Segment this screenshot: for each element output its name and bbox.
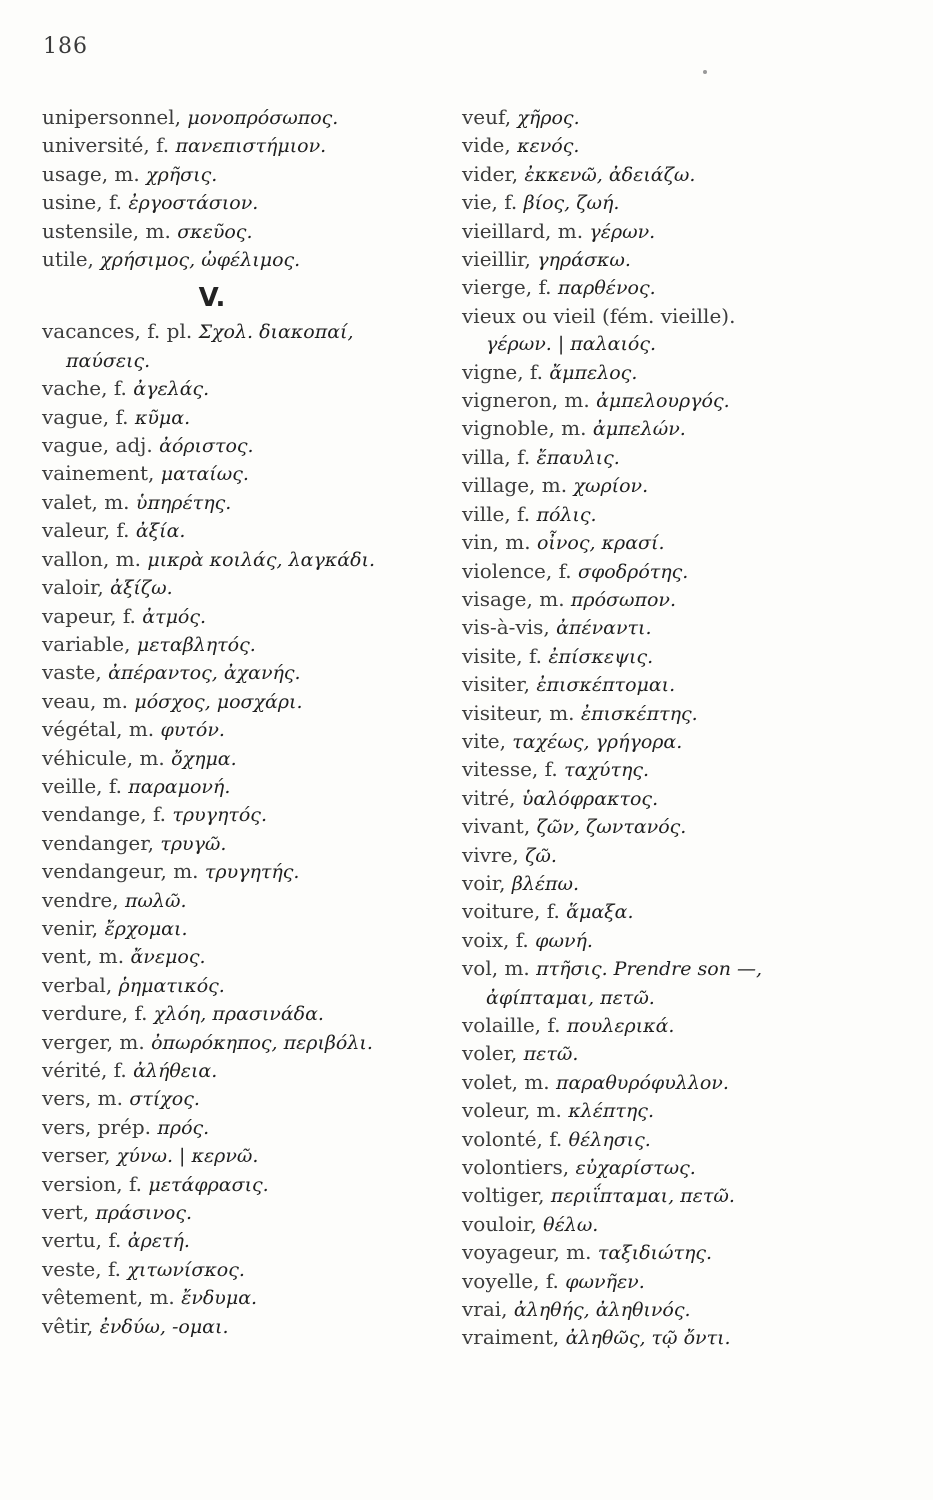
greek-translation: ἐπισκέπτης. [580,702,698,725]
greek-translation: παραθυρόφυλλον. [556,1071,729,1094]
headword: volonté, f. [462,1126,563,1151]
headword: village, m. [462,473,568,498]
greek-translation: εὐχαρίστως. [575,1157,696,1180]
dictionary-entry [42,915,437,943]
dictionary-entry [42,432,437,460]
greek-translation: ἀόριστος. [159,435,254,458]
greek-translation: φυτόν. [160,719,225,742]
dictionary-entry [462,1239,882,1267]
greek-translation: παραμονή. [128,775,231,798]
headword: vitré, [462,785,516,810]
greek-translation: ταχέως, γρήγορα. [512,730,683,753]
greek-translation: μετάφρασις. [148,1173,269,1196]
headword: vêtir, [42,1313,94,1338]
dictionary-entry [42,659,437,687]
headword: vivant, [462,814,531,839]
greek-translation: μονοπρόσωπος. [187,107,339,129]
dictionary-entry [42,972,437,1000]
greek-translation: ἄμπελος. [549,361,638,384]
headword: villa, f. [462,444,531,469]
greek-translation: θέλησις. [568,1128,651,1151]
greek-translation: κῦμα. [134,406,191,429]
dictionary-entry [462,529,882,557]
dictionary-entry [462,387,882,415]
headword: ustensile, m. [42,218,171,243]
greek-translation: γέρων. | παλαιός. [486,333,657,356]
greek-translation: πρόσωπον. [570,588,676,611]
greek-translation: βίος, ζωή. [523,192,620,215]
dictionary-entry [462,586,882,614]
greek-translation: τρυγητός. [172,804,267,827]
dictionary-entry [462,756,882,784]
dictionary-entry [42,688,437,716]
headword: vider, [462,161,519,186]
greek-translation: ὑαλόφρακτος. [521,787,659,810]
headword: voir, [462,870,506,895]
left-column [42,104,437,1341]
headword: végétal, m. [42,717,155,742]
headword: veste, f. [42,1256,122,1281]
headword: vignoble, m. [462,416,587,441]
greek-translation: πτῆσις. Prendre son —, [536,958,763,981]
headword: verdure, f. [42,1001,148,1026]
headword: voyageur, m. [462,1240,592,1265]
headword: vague, f. [42,404,129,429]
greek-translation: πανεπιστήμιον. [175,135,327,158]
dictionary-entry [42,830,437,858]
dictionary-entry-continuation [42,347,437,375]
greek-translation: οἶνος, κρασί. [536,532,665,555]
headword: usine, f. [42,190,123,215]
greek-translation: φωνῆεν. [565,1270,645,1293]
headword: usage, m. [42,161,140,186]
dictionary-entry [42,716,437,744]
headword: vide, [462,133,511,158]
headword: visiteur, m. [462,700,575,725]
dictionary-entry [462,785,882,813]
headword: verbal, [42,972,113,997]
dictionary-entry [42,161,437,189]
greek-translation: ἀληθῶς, τῷ ὄντι. [565,1327,731,1350]
headword: vers, prép. [42,1114,152,1139]
dictionary-entry [42,1057,437,1085]
dictionary-entry [42,246,437,274]
dictionary-entry [462,1069,882,1097]
greek-translation: μεταβλητός. [136,633,256,656]
headword: vigne, f. [462,359,543,384]
dictionary-entry [462,1268,882,1296]
dictionary-entry [462,813,882,841]
greek-translation: ἀξίζω. [110,577,173,600]
dictionary-entry [462,274,882,302]
dictionary-entry [42,1313,437,1341]
headword: voix, f. [462,927,529,952]
headword: vapeur, f. [42,603,136,628]
headword: valoir, [42,575,104,600]
headword: volet, m. [462,1069,550,1094]
greek-translation: σκεῦος. [177,220,253,243]
dictionary-entry [42,1029,437,1057]
headword: vin, m. [462,530,531,555]
dictionary-entry [462,1211,882,1239]
greek-translation: ἔρχομαι. [104,917,188,940]
dictionary-entry [42,801,437,829]
greek-translation: τρυγῶ. [160,832,227,855]
greek-translation: χύνω. | κερνῶ. [116,1145,259,1168]
dictionary-entry [462,189,882,217]
dictionary-entry [462,842,882,870]
dictionary-entry [42,1199,437,1227]
dictionary-entry [42,318,437,346]
dictionary-entry [462,415,882,443]
dictionary-entry [42,546,437,574]
headword: vent, m. [42,944,125,969]
headword: vouloir, [462,1211,537,1236]
greek-translation: ἅμαξα. [566,901,634,924]
headword: vaste, [42,660,102,685]
headword: vendange, f. [42,802,167,827]
greek-translation: ἀτμός. [142,605,207,628]
greek-translation: ἐργοστάσιον. [128,192,259,215]
headword: venir, [42,915,99,940]
greek-translation: βλέπω. [511,872,580,895]
headword: version, f. [42,1171,143,1196]
greek-translation: χῆρος. [517,107,580,129]
dictionary-entry [462,501,882,529]
dictionary-entry-continuation [462,330,882,358]
greek-translation: ἀληθής, ἀληθινός. [513,1299,691,1322]
dictionary-entry [462,671,882,699]
greek-translation: ἐκκενῶ, ἀδειάζω. [524,163,696,186]
dictionary-entry [42,1256,437,1284]
greek-translation: πετῶ. [523,1043,579,1066]
headword: verser, [42,1143,111,1168]
greek-translation: μικρὰ κοιλάς, λαγκάδι. [147,548,376,571]
greek-translation: γέρων. [589,220,656,243]
headword: veau, m. [42,688,128,713]
headword: vague, adj. [42,433,153,458]
greek-translation: παρθένος. [557,277,656,300]
dictionary-entry [462,303,882,330]
greek-translation: ἀλήθεια. [133,1060,218,1082]
greek-translation: περιΐπταμαι, πετῶ. [550,1185,735,1208]
greek-translation: ζῶ. [525,844,557,867]
greek-translation: χρήσιμος, ὠφέλιμος. [100,249,301,272]
headword: vendre, [42,887,119,912]
headword: vache, f. [42,376,127,401]
dictionary-entry [42,631,437,659]
greek-translation: ματαίως. [160,463,249,486]
greek-translation: στίχος. [129,1088,200,1111]
headword: vendangeur, m. [42,859,199,884]
page-number: 186 [43,34,88,59]
entries-before-section [42,104,437,274]
greek-translation: ἀξία. [135,520,186,543]
headword: voyelle, f. [462,1268,559,1293]
dictionary-entry [462,643,882,671]
dictionary-entry [462,359,882,387]
dictionary-entry [42,132,437,160]
headword: voleur, m. [462,1098,562,1123]
headword: voler, [462,1041,518,1066]
greek-translation: ἀφίπταμαι, πετῶ. [486,986,655,1009]
dictionary-entry [42,517,437,545]
headword: violence, f. [462,558,572,583]
dictionary-entry [42,375,437,403]
headword: vraiment, [462,1325,560,1350]
dictionary-entry [462,1097,882,1125]
headword: vert, [42,1200,90,1225]
headword: vallon, m. [42,546,141,571]
headword: volontiers, [462,1155,570,1180]
dictionary-entry [462,1012,882,1040]
dictionary-entry [42,489,437,517]
dictionary-entry [462,558,882,586]
greek-translation: ἔπαυλις. [536,446,620,469]
dictionary-entry [462,1182,882,1210]
headword: voltiger, [462,1183,545,1208]
greek-translation: ζῶν, ζωντανός. [536,816,687,839]
greek-translation: ταχύτης. [564,759,650,782]
headword: voiture, f. [462,899,560,924]
dictionary-entry [462,870,882,898]
greek-translation: ἀγελάς. [133,378,210,401]
dictionary-entry [462,898,882,926]
section-letter: V. [198,283,226,314]
headword: vigneron, m. [462,388,590,413]
dictionary-entry [42,773,437,801]
entries-after-section [42,318,437,1341]
greek-translation: ὀπωρόκηπος, περιβόλι. [151,1031,373,1054]
dictionary-entry [462,132,882,160]
dictionary-entry [462,1040,882,1068]
dictionary-entry [462,1126,882,1154]
dictionary-entry [462,1296,882,1324]
greek-translation: πόλις. [536,503,597,526]
greek-translation: ἀρετή. [127,1230,190,1253]
greek-translation: Σχολ. διακοπαί, [198,321,354,344]
greek-translation: πωλῶ. [124,889,187,912]
dictionary-entry-continuation [462,984,882,1012]
dictionary-entry [462,472,882,500]
greek-translation: χρῆσις. [146,163,218,186]
greek-translation: ἔνδυμα. [181,1287,258,1310]
greek-translation: ὄχημα. [171,747,237,770]
headword: université, f. [42,133,170,158]
headword: visite, f. [462,643,542,668]
headword: vivre, [462,842,519,867]
greek-translation: ὑπηρέτης. [135,491,232,514]
headword: vierge, f. [462,275,552,300]
greek-translation: ῥηματικός. [118,974,225,997]
greek-translation: ἀμπελουργός. [596,390,730,413]
dictionary-entry [462,1324,882,1352]
greek-translation: παύσεις. [66,349,151,372]
dictionary-entry [42,1000,437,1028]
dictionary-entry [462,700,882,728]
dictionary-entry [42,858,437,886]
greek-translation: ἐπισκέπτομαι. [536,674,676,697]
headword: visiter, [462,672,530,697]
dictionary-entry [462,927,882,955]
greek-translation: ἀπέναντι. [556,617,652,640]
dictionary-entry [42,887,437,915]
greek-translation: ἐπίσκεψις. [548,645,654,668]
headword: veille, f. [42,773,122,798]
greek-translation: τρυγητής. [204,861,300,884]
headword: valeur, f. [42,518,130,543]
right-entries [462,104,882,1353]
dictionary-entry [42,1142,437,1170]
headword: vers, m. [42,1086,123,1111]
dictionary-entry [462,1154,882,1182]
dictionary-entry [462,614,882,642]
dictionary-entry [462,444,882,472]
print-speck [703,70,707,74]
dictionary-entry [462,104,882,132]
headword: vol, m. [462,956,530,981]
right-column [462,104,882,1353]
greek-translation: χλόη, πρασινάδα. [153,1003,324,1026]
headword: volaille, f. [462,1013,561,1037]
headword: vis-à-vis, [462,615,550,640]
headword: vie, f. [462,190,518,215]
greek-translation: φωνή. [535,929,593,952]
headword: variable, [42,631,131,656]
greek-translation: ἀμπελών. [592,418,686,441]
greek-translation: χωρίον. [573,475,649,498]
headword: vêtement, m. [42,1285,175,1310]
greek-translation: σφοδρότης. [578,560,689,583]
greek-translation: ταξιδιώτης. [597,1242,713,1265]
greek-translation: κενός. [517,135,580,158]
headword: vacances, f. pl. [42,319,193,344]
dictionary-entry [462,728,882,756]
dictionary-entry [462,955,882,983]
greek-translation: γηράσκω. [537,249,631,272]
greek-translation: μόσχος, μοσχάρι. [134,690,303,713]
dictionary-entry [42,1171,437,1199]
greek-translation: ἐνδύω, -ομαι. [99,1315,229,1338]
dictionary-entry [42,1085,437,1113]
headword: veuf, [462,105,512,129]
headword: véhicule, m. [42,745,165,770]
dictionary-entry [42,943,437,971]
headword: vérité, f. [42,1058,127,1082]
dictionary-entry [462,161,882,189]
headword: vendanger, [42,830,154,855]
dictionary-entry [462,246,882,274]
headword: vainement, [42,461,155,486]
headword: vitesse, f. [462,757,558,782]
headword: vieux ou vieil (fém. vieille). [462,303,736,328]
headword: vieillir, [462,247,531,272]
dictionary-entry [42,574,437,602]
dictionary-entry [42,218,437,246]
headword: utile, [42,247,94,272]
dictionary-entry [42,1284,437,1312]
greek-translation: πρός. [157,1116,210,1139]
greek-translation: θέλω. [543,1213,599,1236]
headword: visage, m. [462,586,565,611]
dictionary-entry [42,189,437,217]
headword: vertu, f. [42,1228,122,1253]
dictionary-entry [42,603,437,631]
headword: verger, m. [42,1029,145,1054]
greek-translation: χιτωνίσκος. [127,1258,245,1281]
headword: vieillard, m. [462,218,584,243]
greek-translation: ἀπέραντος, ἀχανής. [108,662,301,685]
headword: vite, [462,728,506,753]
dictionary-entry [462,218,882,246]
dictionary-entry [42,1114,437,1142]
dictionary-entry [42,104,437,132]
headword: vrai, [462,1297,508,1322]
dictionary-entry [42,404,437,432]
headword: ville, f. [462,501,531,526]
headword: unipersonnel, [42,105,182,129]
greek-translation: πράσινος. [95,1202,193,1225]
greek-translation: πουλερικά. [566,1015,675,1037]
dictionary-entry [42,745,437,773]
greek-translation: κλέπτης. [568,1100,654,1123]
dictionary-entry [42,460,437,488]
dictionary-entry [42,1227,437,1255]
greek-translation: ἄνεμος. [130,946,206,969]
headword: valet, m. [42,489,130,514]
